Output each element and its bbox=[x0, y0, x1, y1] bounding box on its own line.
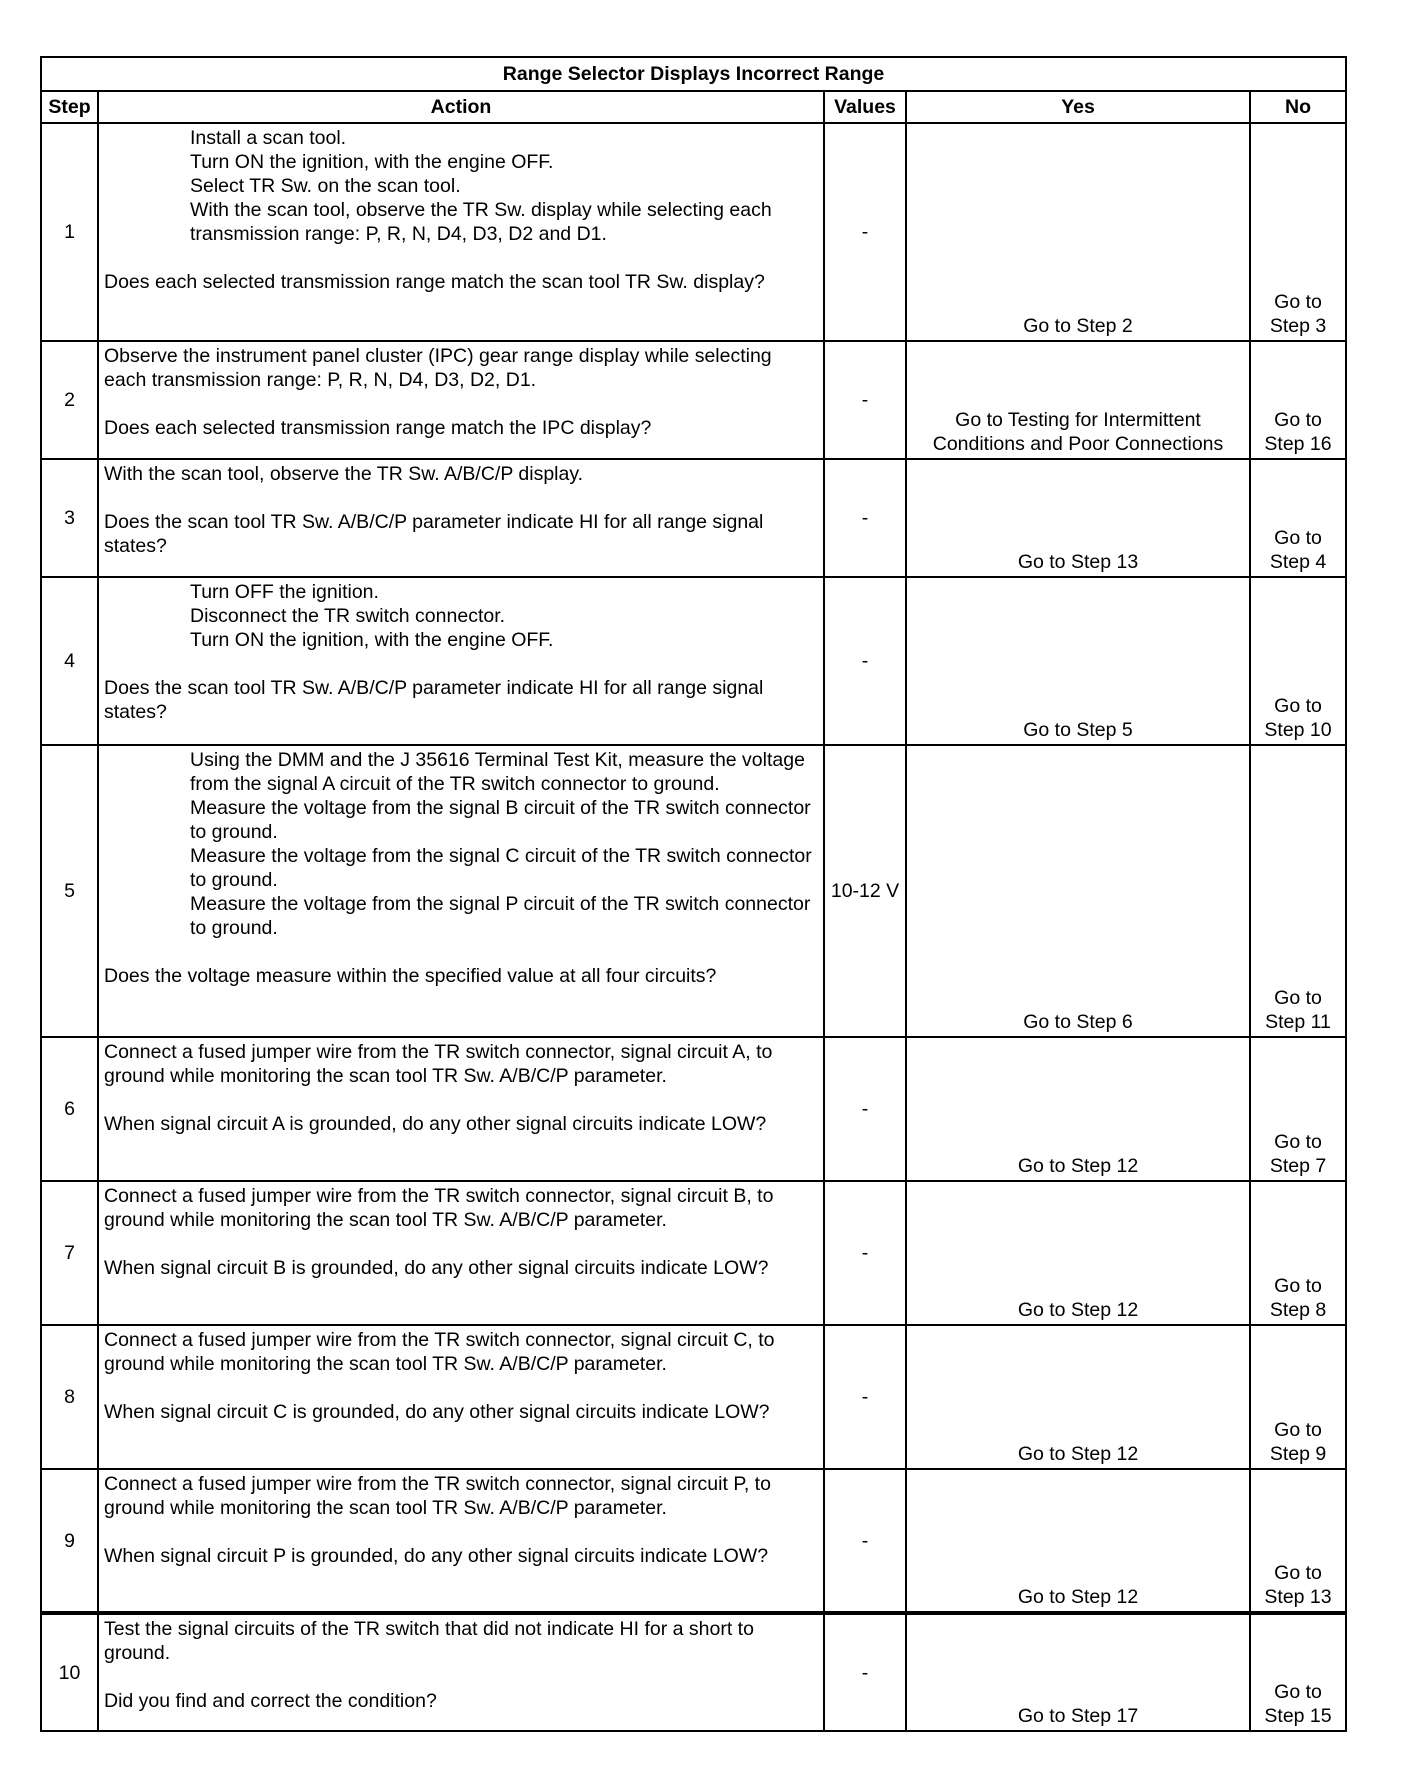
values-cell: 10-12 V bbox=[824, 745, 906, 1037]
yes-cell: Go to Step 6 bbox=[906, 745, 1250, 1037]
instruction: Turn ON the ignition, with the engine OFF. bbox=[190, 151, 554, 173]
instruction: Select TR Sw. on the scan tool. bbox=[190, 175, 461, 197]
header-yes: Yes bbox=[906, 91, 1250, 123]
action-intro: Connect a fused jumper wire from the TR switch connector, signal circuit A, to ground while monitoring the scan tool TR Sw. A/B/C/P parameter. bbox=[104, 1041, 773, 1087]
yes-cell: Go to Step 12 bbox=[906, 1181, 1250, 1325]
yes-cell: Go to Step 12 bbox=[906, 1469, 1250, 1613]
action-cell bbox=[98, 1469, 824, 1613]
yes-cell: Go to Step 12 bbox=[906, 1325, 1250, 1469]
table-row bbox=[41, 577, 1346, 745]
action-intro: Connect a fused jumper wire from the TR switch connector, signal circuit B, to ground while monitoring the scan tool TR Sw. A/B/C/P parameter. bbox=[104, 1185, 774, 1231]
instruction: Using the DMM and the J 35616 Terminal Test Kit, measure the voltage from the signal A circuit of the TR switch connector to ground. bbox=[190, 749, 805, 795]
header-values: Values bbox=[824, 91, 906, 123]
table-row bbox=[41, 1037, 1346, 1181]
question: When signal circuit A is grounded, do any other signal circuits indicate LOW? bbox=[104, 1113, 767, 1135]
question: Does the voltage measure within the specified value at all four circuits? bbox=[104, 965, 717, 987]
action-intro: Connect a fused jumper wire from the TR switch connector, signal circuit C, to ground while monitoring the scan tool TR Sw. A/B/C/P parameter. bbox=[104, 1329, 775, 1375]
question: Does each selected transmission range match the IPC display? bbox=[104, 417, 652, 439]
action-cell bbox=[98, 1181, 824, 1325]
no-cell: Go to Step 9 bbox=[1250, 1325, 1346, 1469]
question: When signal circuit B is grounded, do any other signal circuits indicate LOW? bbox=[104, 1257, 769, 1279]
table-title: Range Selector Displays Incorrect Range bbox=[41, 57, 1346, 91]
header-step: Step bbox=[41, 91, 98, 123]
table-row bbox=[41, 745, 1346, 1037]
values-cell: - bbox=[824, 459, 906, 577]
table-row bbox=[41, 1181, 1346, 1325]
no-cell: Go to Step 15 bbox=[1250, 1613, 1346, 1731]
step-number: 2 bbox=[41, 341, 98, 459]
action-intro: Connect a fused jumper wire from the TR switch connector, signal circuit P, to ground while monitoring the scan tool TR Sw. A/B/C/P parameter. bbox=[104, 1473, 771, 1519]
values-cell: - bbox=[824, 341, 906, 459]
action-cell bbox=[98, 1037, 824, 1181]
question: Does each selected transmission range match the scan tool TR Sw. display? bbox=[104, 271, 765, 293]
no-cell: Go to Step 11 bbox=[1250, 745, 1346, 1037]
action-cell bbox=[98, 341, 824, 459]
values-cell: - bbox=[824, 1469, 906, 1613]
yes-cell: Go to Testing for Intermittent Conditions and Poor Connections bbox=[906, 341, 1250, 459]
step-number: 6 bbox=[41, 1037, 98, 1181]
question: When signal circuit C is grounded, do any other signal circuits indicate LOW? bbox=[104, 1401, 770, 1423]
action-cell bbox=[98, 577, 824, 745]
yes-cell: Go to Step 17 bbox=[906, 1613, 1250, 1731]
action-intro: Observe the instrument panel cluster (IPC) gear range display while selecting each transmission range: P, R, N, D4, D3, D2, D1. bbox=[104, 345, 772, 391]
question: Does the scan tool TR Sw. A/B/C/P parameter indicate HI for all range signal states? bbox=[104, 677, 764, 723]
question: When signal circuit P is grounded, do any other signal circuits indicate LOW? bbox=[104, 1545, 769, 1567]
yes-cell: Go to Step 5 bbox=[906, 577, 1250, 745]
step-number: 4 bbox=[41, 577, 98, 745]
no-cell: Go to Step 13 bbox=[1250, 1469, 1346, 1613]
action-cell bbox=[98, 1613, 824, 1731]
instruction: With the scan tool, observe the TR Sw. display while selecting each transmission range: P, R, N, D4, D3, D2 and D1. bbox=[190, 199, 772, 245]
action-cell bbox=[98, 459, 824, 577]
table-row bbox=[41, 341, 1346, 459]
instruction: Disconnect the TR switch connector. bbox=[190, 605, 506, 627]
header-no: No bbox=[1250, 91, 1346, 123]
no-cell: Go to Step 8 bbox=[1250, 1181, 1346, 1325]
diagnostic-table bbox=[40, 56, 1347, 1732]
yes-cell: Go to Step 12 bbox=[906, 1037, 1250, 1181]
instruction: Install a scan tool. bbox=[190, 127, 347, 149]
values-cell: - bbox=[824, 1325, 906, 1469]
instruction: Measure the voltage from the signal P circuit of the TR switch connector to ground. bbox=[190, 893, 811, 939]
action-cell bbox=[98, 123, 824, 341]
question: Did you find and correct the condition? bbox=[104, 1690, 437, 1712]
table-row bbox=[41, 459, 1346, 577]
header-action: Action bbox=[98, 91, 824, 123]
values-cell: - bbox=[824, 577, 906, 745]
yes-cell: Go to Step 13 bbox=[906, 459, 1250, 577]
no-cell: Go to Step 3 bbox=[1250, 123, 1346, 341]
values-cell: - bbox=[824, 1037, 906, 1181]
step-number: 10 bbox=[41, 1613, 98, 1731]
question: Does the scan tool TR Sw. A/B/C/P parameter indicate HI for all range signal states? bbox=[104, 511, 764, 557]
values-cell: - bbox=[824, 1181, 906, 1325]
values-cell: - bbox=[824, 1613, 906, 1731]
no-cell: Go to Step 16 bbox=[1250, 341, 1346, 459]
action-cell bbox=[98, 745, 824, 1037]
action-cell bbox=[98, 1325, 824, 1469]
table-row bbox=[41, 123, 1346, 341]
step-number: 3 bbox=[41, 459, 98, 577]
values-cell: - bbox=[824, 123, 906, 341]
instruction: Turn OFF the ignition. bbox=[190, 581, 379, 603]
action-intro: Test the signal circuits of the TR switch that did not indicate HI for a short to ground. bbox=[104, 1618, 754, 1664]
instruction: Measure the voltage from the signal B circuit of the TR switch connector to ground. bbox=[190, 797, 811, 843]
step-number: 1 bbox=[41, 123, 98, 341]
no-cell: Go to Step 10 bbox=[1250, 577, 1346, 745]
instruction: Measure the voltage from the signal C circuit of the TR switch connector to ground. bbox=[190, 845, 812, 891]
no-cell: Go to Step 4 bbox=[1250, 459, 1346, 577]
header-row bbox=[41, 91, 1346, 123]
step-number: 9 bbox=[41, 1469, 98, 1613]
table-row bbox=[41, 1469, 1346, 1613]
step-number: 5 bbox=[41, 745, 98, 1037]
no-cell: Go to Step 7 bbox=[1250, 1037, 1346, 1181]
yes-cell: Go to Step 2 bbox=[906, 123, 1250, 341]
step-number: 8 bbox=[41, 1325, 98, 1469]
instruction: Turn ON the ignition, with the engine OFF. bbox=[190, 629, 554, 651]
table-row bbox=[41, 1325, 1346, 1469]
table-row bbox=[41, 1613, 1346, 1731]
action-intro: With the scan tool, observe the TR Sw. A/B/C/P display. bbox=[104, 463, 584, 485]
step-number: 7 bbox=[41, 1181, 98, 1325]
